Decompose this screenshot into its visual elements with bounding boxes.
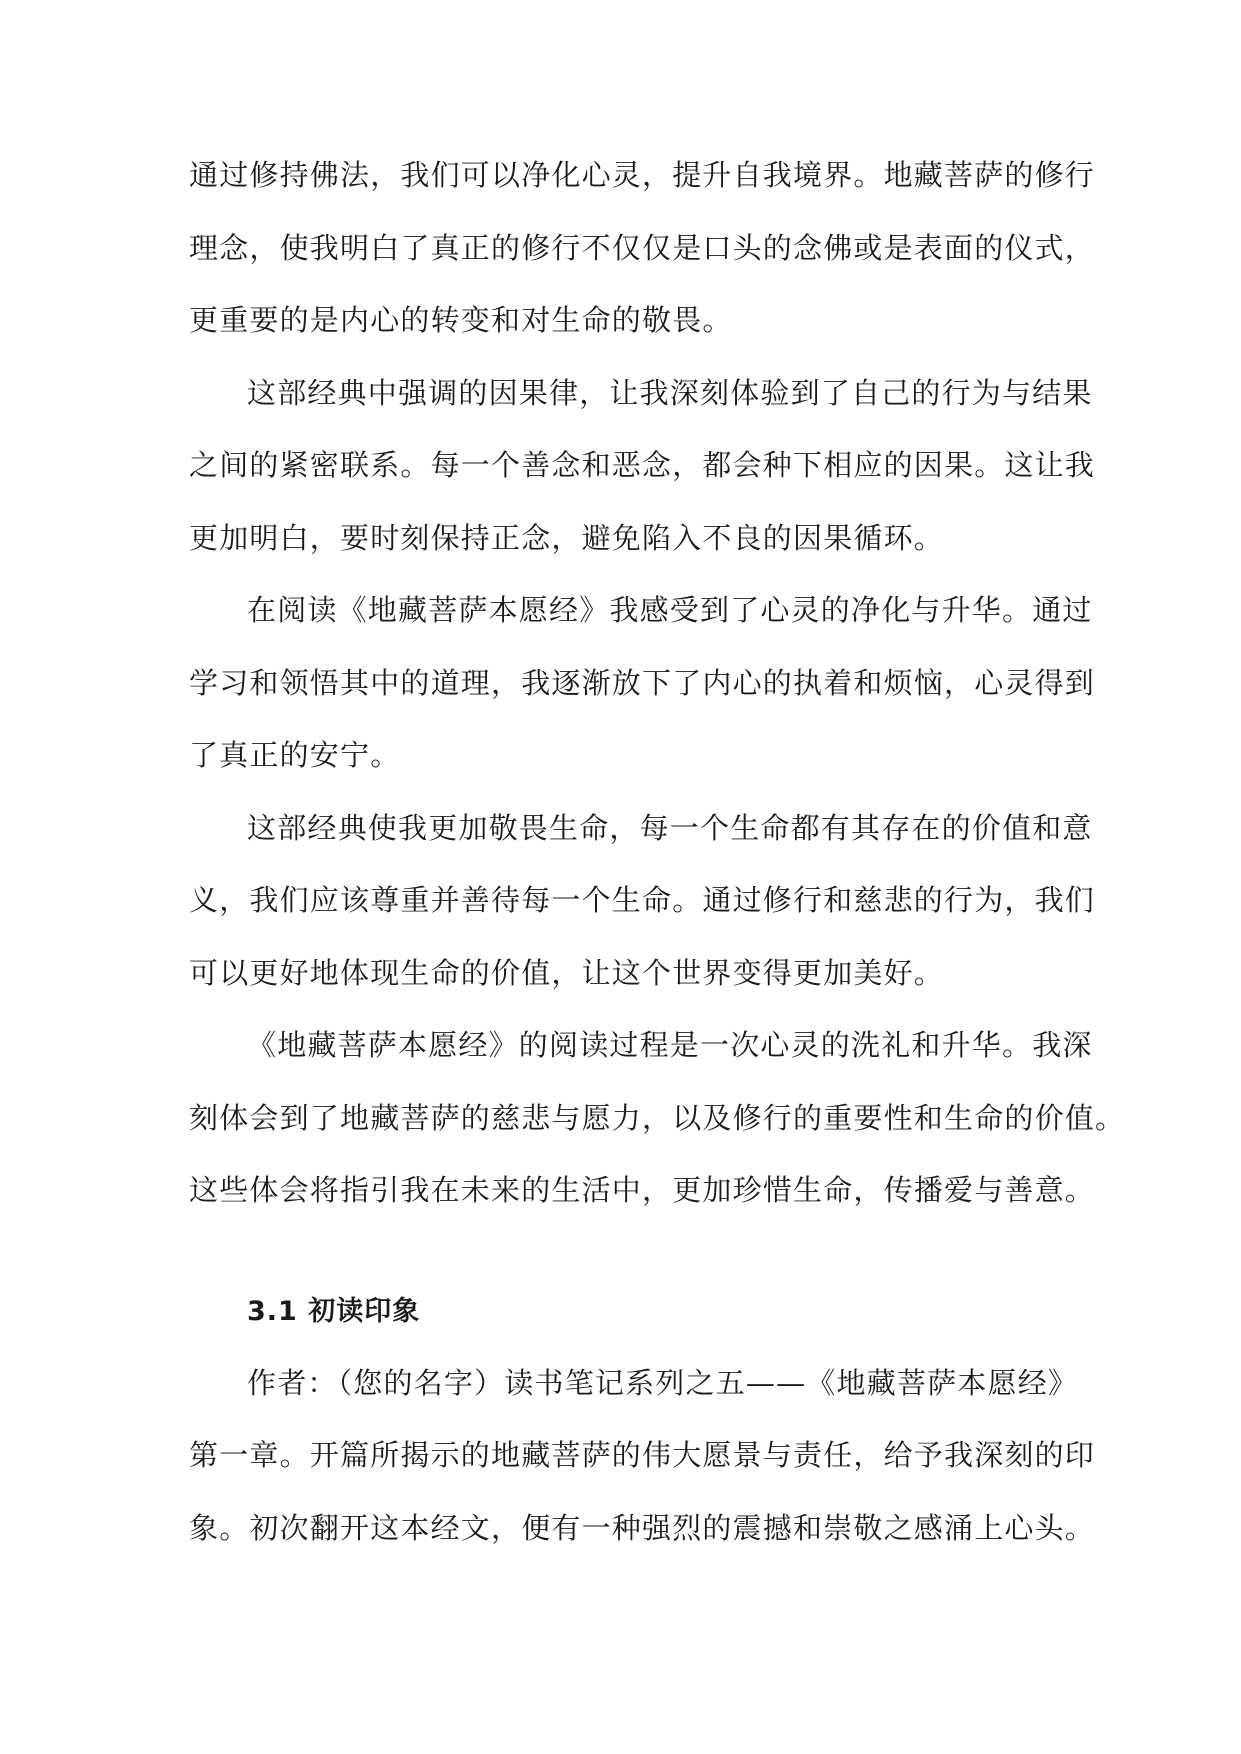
text-line: 刻体会到了地藏菩萨的慈悲与愿力，以及修行的重要性和生命的价值。 (189, 1100, 1126, 1135)
document-page (189, 139, 1126, 1564)
text-line: 可以更好地体现生命的价值，让这个世界变得更加美好。 (189, 955, 945, 990)
text-line: 学习和领悟其中的道理，我逐渐放下了内心的执着和烦恼，心灵得到 (189, 665, 1096, 700)
paragraph-conclusion (189, 1009, 1126, 1227)
text-line: 在阅读《地藏菩萨本愿经》我感受到了心灵的净化与升华。通过 (247, 593, 1093, 627)
paragraph-purification (189, 574, 1096, 792)
text-line: 《地藏菩萨本愿经》的阅读过程是一次心灵的洗礼和升华。我深 (247, 1028, 1093, 1062)
text-line: 通过修持佛法，我们可以净化心灵，提升自我境界。地藏菩萨的修行 (189, 158, 1096, 192)
paragraph-practice (189, 139, 1096, 357)
text-line: 作者：（您的名字）读书笔记系列之五——《地藏菩萨本愿经》 (247, 1365, 1079, 1400)
text-line: 理念，使我明白了真正的修行不仅仅是口头的念佛或是表面的仪式， (189, 230, 1096, 265)
text-line: 这部经典中强调的因果律，让我深刻体验到了自己的行为与结果 (247, 375, 1093, 410)
text-line: 这些体会将指引我在未来的生活中，更加珍惜生命，传播爱与善意。 (189, 1173, 1096, 1207)
text-line: 象。初次翻开这本经文，便有一种强烈的震撼和崇敬之感涌上心头。 (189, 1510, 1096, 1545)
paragraph-karma (189, 357, 1096, 575)
paragraph-first-impression (189, 1347, 1096, 1565)
text-line: 之间的紧密联系。每一个善念和恶念，都会种下相应的因果。这让我 (189, 448, 1096, 482)
text-line: 义，我们应该尊重并善待每一个生命。通过修行和慈悲的行为，我们 (189, 883, 1096, 917)
text-line: 更加明白，要时刻保持正念，避免陷入不良的因果循环。 (189, 520, 945, 555)
text-line: 这部经典使我更加敬畏生命，每一个生命都有其存在的价值和意 (247, 810, 1093, 845)
text-line: 第一章。开篇所揭示的地藏菩萨的伟大愿景与责任，给予我深刻的印 (189, 1438, 1096, 1472)
text-line: 了真正的安宁。 (189, 738, 401, 772)
section-heading: 3.1 初读印象 (247, 1295, 421, 1327)
text-line: 更重要的是内心的转变和对生命的敬畏。 (189, 303, 733, 337)
paragraph-reverence (189, 792, 1096, 1010)
